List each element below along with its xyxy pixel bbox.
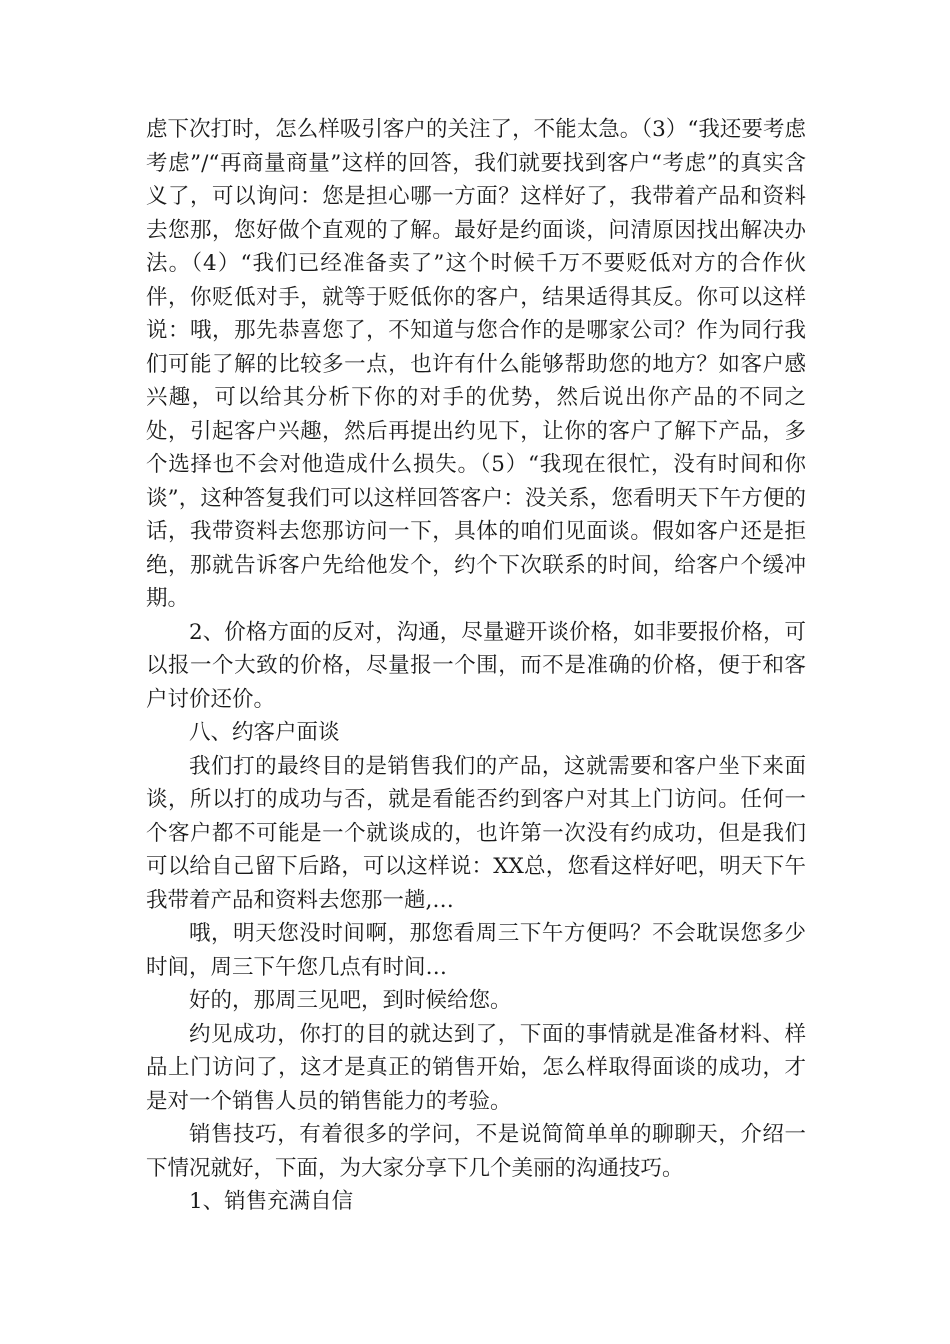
paragraph-dialogue-wednesday: 哦，明天您没时间啊，那您看周三下午方便吗？不会耽误您多少时间，周三下午您几点有时间…: [146, 921, 806, 980]
paragraph-meeting-goal: 我们打的最终目的是销售我们的产品，这就需要和客户坐下来面谈，所以打的成功与否，就是看能否约到客户对其上门访问。任何一个客户都不可能是一个就谈成的，也许第一次没有约成功，但是我们可以给自己留下后路，可以这样说：XX总，您看这样好吧，明天下午我带着产品和资料去您那一趟,…: [146, 753, 806, 913]
section-heading-meeting: 八、约客户面谈: [189, 720, 340, 745]
list-item-confidence: 1、销售充满自信: [189, 1189, 354, 1214]
paragraph-price-objection: 2、价格方面的反对，沟通，尽量避开谈价格，如非要报价格，可以报一个大致的价格，尽量报一个围，而不是准确的价格，便于和客户讨价还价。: [146, 619, 806, 712]
paragraph-sales-skills: 销售技巧，有着很多的学问，不是说简简单单的聊聊天，介绍一下情况就好，下面，为大家分享下几个美丽的沟通技巧。: [146, 1122, 806, 1181]
paragraph-meeting-success: 约见成功，你打的目的就达到了，下面的事情就是准备材料、样品上门访问了，这才是真正的销售开始，怎么样取得面谈的成功，才是对一个销售人员的销售能力的考验。: [146, 1021, 806, 1114]
paragraph-objection-handling: 虑下次打时，怎么样吸引客户的关注了，不能太急。（3）“我还要考虑考虑”/“再商量商量”这样的回答，我们就要找到客户“考虑”的真实含义了，可以询问：您是担心哪一方面？这样好了，我带着产品和资料去您那，您好做个直观的了解。最好是约面谈，问清原因找出解决办法。（4）“我们已经准备卖了”这个时候千万不要贬低对方的合作伙伴，你贬低对手，就等于贬低你的客户，结果适得其反。你可以这样说：哦，那先恭喜您了，不知道与您合作的是哪家公司？作为同行我们可能了解的比较多一点，也许有什么能够帮助您的地方？如客户感兴趣，可以给其分析下你的对手的优势，然后说出你产品的不同之处，引起客户兴趣，然后再提出约见下，让你的客户了解下产品，多个选择也不会对他造成什么损失。（5）“我现在很忙，没有时间和你谈”，这种答复我们可以这样回答客户：没关系，您看明天下午方便的话，我带资料去您那访问一下，具体的咱们见面谈。假如客户还是拒绝，那就告诉客户先给他发个，约个下次联系的时间，给客户个缓冲期。: [146, 117, 806, 611]
document-body: [146, 113, 806, 1219]
paragraph-dialogue-confirm: 好的，那周三见吧，到时候给您。: [189, 988, 512, 1013]
